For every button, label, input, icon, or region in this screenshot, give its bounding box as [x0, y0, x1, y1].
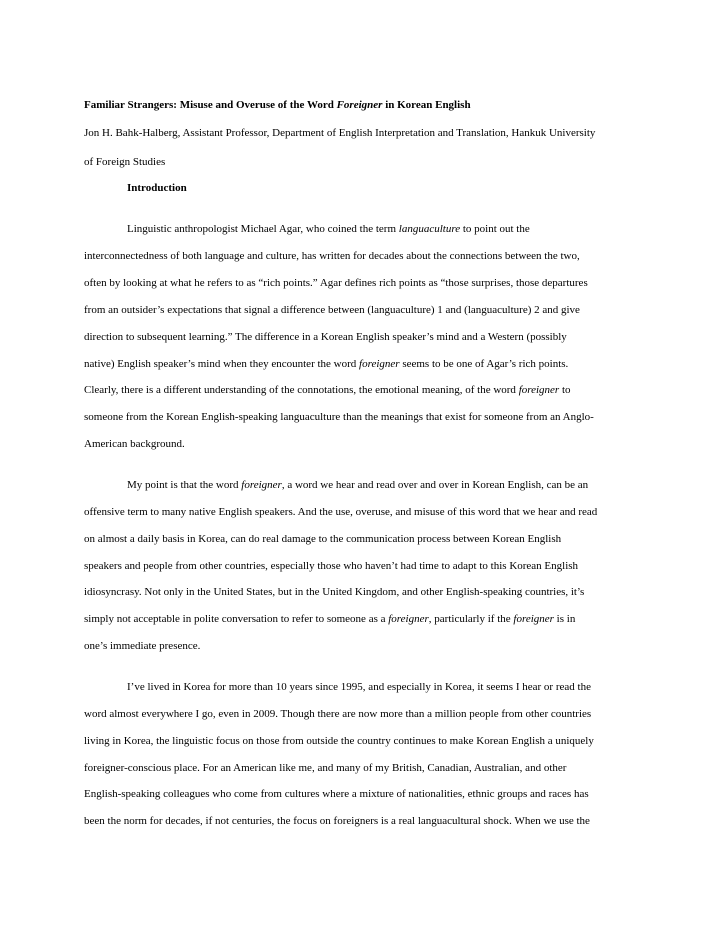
term-foreigner: foreigner	[388, 613, 429, 625]
byline-line-1: Jon H. Bahk-Halberg, Assistant Professor, Department of English Interpretation and Translation, Hankuk University	[84, 127, 596, 139]
p3-line-3: living in Korea, the linguistic focus on those from outside the country continues to make Korean English a uniquely	[84, 735, 594, 747]
p1-line-5: direction to subsequent learning.” The difference in a Korean English speaker’s mind and a Western (possibly	[84, 331, 567, 343]
term-foreigner: foreigner	[518, 384, 560, 396]
p3-line-5: English-speaking colleagues who come from cultures where a mixture of nationalities, ethnic groups and races has	[84, 788, 589, 800]
p1-line-2: interconnectedness of both language and culture, has written for decades about the connections between the two,	[84, 250, 580, 262]
title-text-end: in Korean English	[382, 99, 471, 111]
p1-line-7: Clearly, there is a different understanding of the connotations, the emotional meaning, of the word foreigner to	[84, 384, 571, 396]
p2-line-5: idiosyncrasy. Not only in the United States, but in the United Kingdom, and other English-speaking countries, it’s	[84, 586, 585, 598]
p2-line-7: one’s immediate presence.	[84, 640, 201, 652]
p1-line-6: native) English speaker’s mind when they encounter the word foreigner seems to be one of Agar’s rich points.	[84, 358, 569, 370]
p1-line-4: from an outsider’s expectations that signal a difference between (languaculture) 1 and (languaculture) 2 and give	[84, 304, 580, 316]
p1-line-3: often by looking at what he refers to as “rich points.” Agar defines rich points as “those surprises, those departures	[84, 277, 588, 289]
title-text: Familiar Strangers: Misuse and Overuse of the Word	[84, 99, 337, 111]
p2-line-1: My point is that the word foreigner, a word we hear and read over and over in Korean English, can be an	[127, 479, 589, 491]
p2-line-2: offensive term to many native English speakers. And the use, overuse, and misuse of this word that we hear and read	[84, 506, 598, 518]
p3-line-1: I’ve lived in Korea for more than 10 years since 1995, and especially in Korea, it seems I hear or read the	[127, 681, 591, 693]
p1-line-8: someone from the Korean English-speaking languaculture than the meanings that exist for someone from an Anglo-	[84, 411, 594, 423]
p2-line-6: simply not acceptable in polite conversation to refer to someone as a foreigner, particularly if the foreigner is in	[84, 613, 576, 625]
section-heading: Introduction	[127, 182, 187, 194]
p2-line-4: speakers and people from other countries, especially those who haven’t had time to adapt to this Korean English	[84, 560, 579, 572]
document-title	[84, 98, 644, 112]
term-foreigner: foreigner	[513, 613, 554, 625]
title-emphasis: Foreigner	[336, 99, 383, 111]
term-foreigner: foreigner	[241, 479, 282, 491]
p3-line-6: been the norm for decades, if not centuries, the focus on foreigners is a real languacultural shock. When we use the	[84, 815, 590, 827]
p3-line-2: word almost everywhere I go, even in 2009. Though there are now more than a million people from other countries	[84, 708, 592, 720]
byline-line-2: of Foreign Studies	[84, 156, 166, 168]
p1-line-9: American background.	[84, 438, 185, 450]
p2-line-3: on almost a daily basis in Korea, can do real damage to the communication process between Korean English	[84, 533, 562, 545]
term-foreigner: foreigner	[359, 358, 400, 370]
term-languaculture: languaculture	[398, 223, 461, 235]
p3-line-4: foreigner-conscious place. For an American like me, and many of my British, Canadian, Australian, and other	[84, 762, 567, 774]
p1-line-1: Linguistic anthropologist Michael Agar, who coined the term languaculture to point out the	[127, 223, 530, 235]
